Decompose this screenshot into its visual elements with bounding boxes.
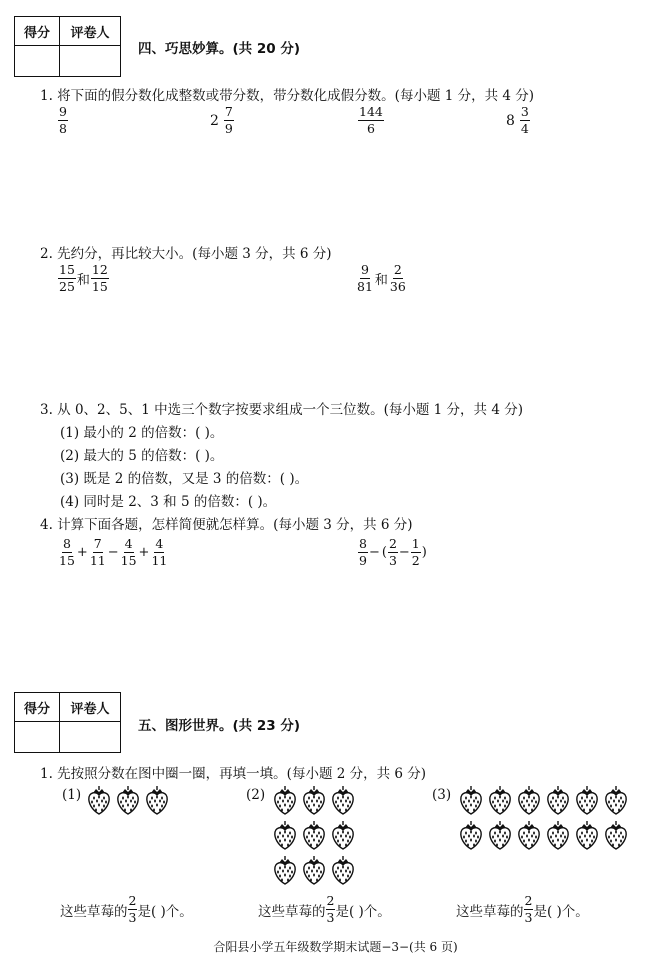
strawberry-icon bbox=[144, 785, 170, 815]
strawberry-group-3[interactable] bbox=[458, 785, 631, 850]
strawberry-group-2[interactable] bbox=[272, 785, 358, 885]
group-label-2: (2) bbox=[246, 787, 266, 803]
strawberry-icon bbox=[86, 785, 112, 815]
strawberry-icon bbox=[272, 785, 298, 815]
operator: + bbox=[76, 545, 88, 560]
strawberry-icon bbox=[330, 820, 356, 850]
strawberry-icon bbox=[330, 855, 356, 885]
fraction: $\frac{7}{11}$ bbox=[89, 536, 106, 568]
score-table-section5 bbox=[14, 692, 121, 753]
grader-cell[interactable] bbox=[60, 46, 121, 77]
fraction: $\frac{8}{15}$ bbox=[59, 536, 75, 568]
strawberry-icon bbox=[458, 785, 484, 815]
section-title: 四、巧思妙算。(共 20 分) bbox=[138, 41, 301, 57]
group-label-1: (1) bbox=[62, 787, 82, 803]
q3-item-3[interactable]: (3) 既是 2 的倍数，又是 3 的倍数：( )。 bbox=[60, 471, 309, 487]
strawberry-icon bbox=[603, 820, 629, 850]
q4-expression-2: $\frac{8}{9}$ − ( $\frac{2}{3}$ − $\frac{1}{2}$ ) bbox=[359, 536, 427, 568]
strawberry-icon bbox=[603, 785, 629, 815]
strawberry-icon bbox=[487, 820, 513, 850]
strawberry-icon bbox=[301, 785, 327, 815]
question-2-text: 2. 先约分，再比较大小。(每小题 3 分，共 6 分) bbox=[40, 246, 332, 262]
score-cell[interactable] bbox=[15, 46, 60, 77]
strawberry-icon bbox=[487, 785, 513, 815]
q4-expression-1 bbox=[58, 538, 168, 567]
strawberry-icon bbox=[301, 820, 327, 850]
strawberry-icon bbox=[516, 785, 542, 815]
q1-item-3: $\frac{144}{6}$ bbox=[359, 104, 383, 136]
fill-line-3[interactable]: 这些草莓的 $\frac{2}{3}$ 是( )个。 bbox=[456, 893, 589, 925]
q1-item-2: 2 $\frac{7}{9}$ bbox=[210, 104, 233, 136]
strawberry-icon bbox=[330, 785, 356, 815]
question-5-1-text: 1. 先按照分数在图中圈一圈，再填一填。(每小题 2 分，共 6 分) bbox=[40, 766, 427, 782]
fill-line-1[interactable]: 这些草莓的 $\frac{2}{3}$ 是( )个。 bbox=[60, 893, 193, 925]
question-4-text: 4. 计算下面各题，怎样简便就怎样算。(每小题 3 分，共 6 分) bbox=[40, 517, 413, 533]
score-label: 得分 bbox=[15, 693, 60, 722]
operator: + bbox=[138, 545, 150, 560]
strawberry-icon bbox=[115, 785, 141, 815]
operator: − bbox=[107, 545, 119, 560]
grader-label: 评卷人 bbox=[60, 17, 121, 46]
question-3-text: 3. 从 0、2、5、1 中选三个数字按要求组成一个三位数。(每小题 1 分，共 4 分) bbox=[40, 402, 523, 418]
q3-item-4[interactable]: (4) 同时是 2、3 和 5 的倍数：( )。 bbox=[60, 494, 277, 510]
score-label: 得分 bbox=[15, 17, 60, 46]
strawberry-icon bbox=[516, 820, 542, 850]
grader-label: 评卷人 bbox=[60, 693, 121, 722]
group-label-3: (3) bbox=[432, 787, 452, 803]
fraction: $\frac{4}{11}$ bbox=[151, 536, 168, 568]
strawberry-icon bbox=[272, 855, 298, 885]
strawberry-icon bbox=[574, 820, 600, 850]
score-table-section4 bbox=[14, 16, 121, 77]
strawberry-icon bbox=[272, 820, 298, 850]
page-footer: 合阳县小学五年级数学期末试题−3−(共 6 页) bbox=[213, 940, 458, 954]
strawberry-icon bbox=[458, 820, 484, 850]
score-cell[interactable] bbox=[15, 722, 60, 753]
strawberry-icon bbox=[301, 855, 327, 885]
strawberry-icon bbox=[545, 785, 571, 815]
fraction: $\frac{4}{15}$ bbox=[120, 536, 137, 568]
strawberry-group-1[interactable] bbox=[86, 785, 172, 815]
q2-item-a: $\frac{15}{25}$ 和 $\frac{12}{15}$ bbox=[59, 262, 108, 294]
q1-item-1: $\frac{9}{8}$ bbox=[59, 104, 67, 136]
grader-cell[interactable] bbox=[60, 722, 121, 753]
strawberry-icon bbox=[545, 820, 571, 850]
q2-item-b: $\frac{9}{81}$ 和 $\frac{2}{36}$ bbox=[357, 262, 406, 294]
question-1-text: 1. 将下面的假分数化成整数或带分数，带分数化成假分数。(每小题 1 分，共 4 分) bbox=[40, 88, 535, 104]
q1-item-4: 8 $\frac{3}{4}$ bbox=[506, 104, 529, 136]
strawberry-icon bbox=[574, 785, 600, 815]
q3-item-1[interactable]: (1) 最小的 2 的倍数：( )。 bbox=[60, 425, 224, 441]
section-title: 五、图形世界。(共 23 分) bbox=[138, 718, 301, 734]
fill-line-2[interactable]: 这些草莓的 $\frac{2}{3}$ 是( )个。 bbox=[258, 893, 391, 925]
q3-item-2[interactable]: (2) 最大的 5 的倍数：( )。 bbox=[60, 448, 224, 464]
